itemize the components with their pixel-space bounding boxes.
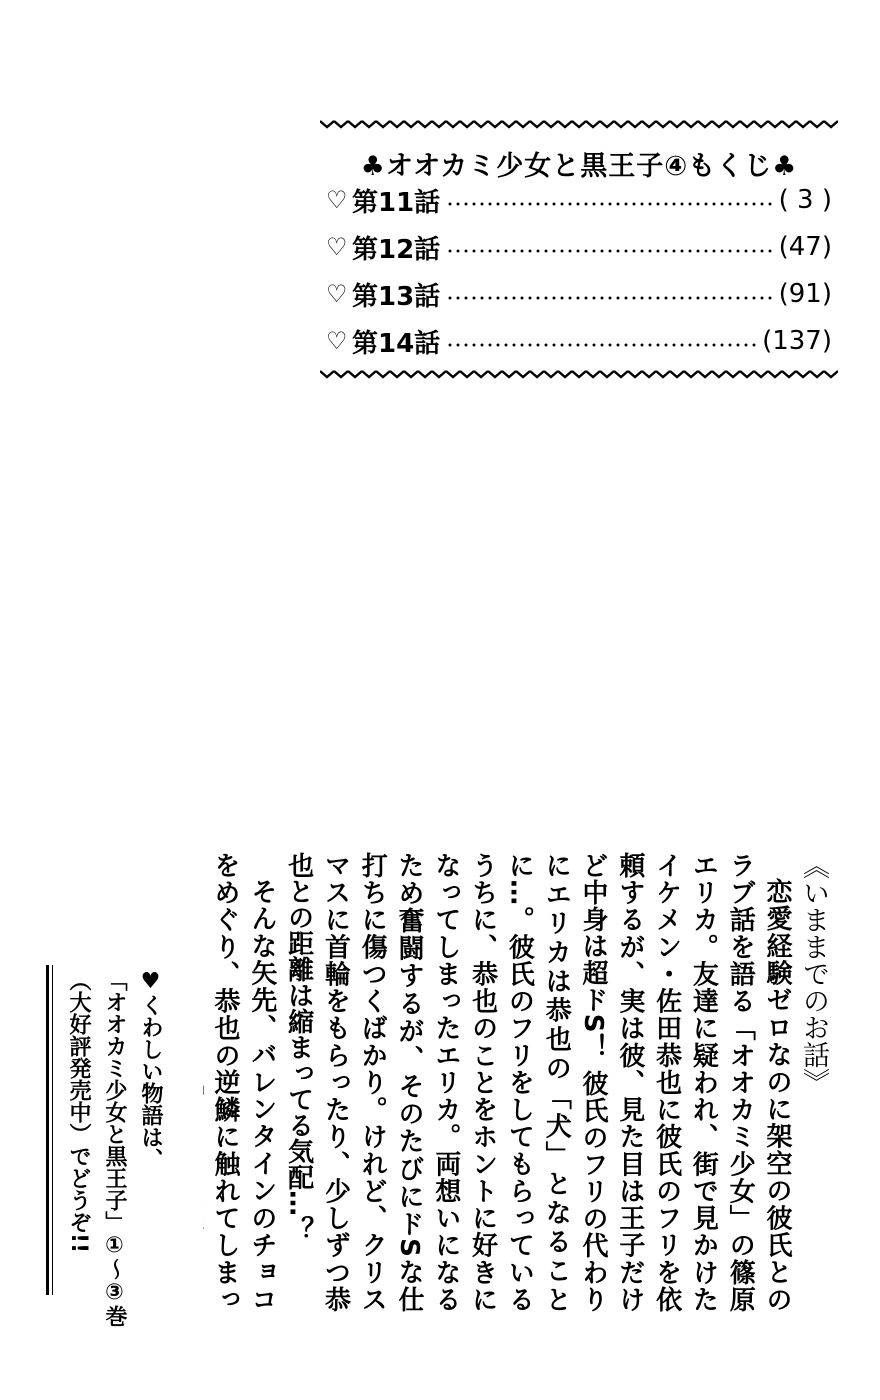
summary-paragraph: そんな矢先、バレンタインのチョコをめぐり、恭也の逆鱗に触れてしまっ [210,852,277,1312]
info-text [58,969,168,1327]
info-line: ♥くわしい物語は、 [138,969,163,1170]
story-summary [205,852,835,1320]
toc-entry[interactable] [326,182,832,218]
page-number: ( 3 ) [778,185,832,215]
heart-icon: ♡ [326,280,348,308]
summary-paragraph: 恋愛経験ゼロなのに架空の彼氏とのラブ話を語る「オオカミ少女」の篠原エリカ。友達に疑われ、街で見かけたイケメン・佐田恭也に彼氏のフリを依頼するが、実は彼、見た目は王子だけど中身は超ドS！ 彼氏のフリの代わりにエリカは恭也の「犬」となることに…。彼氏のフリをしてもらっているうちに、恭也のことをホントに好きになってしまったエリカ。両想いになるため奮闘するが、そのたびにドSな仕打ちに傷つくばかり。けれど、クリスマスに首輪をもらったり、少しずつ恭也との距離は縮まってる気配…？ [283,852,792,1312]
leader-dots [446,296,772,300]
leader-dots [446,202,772,206]
toc-title: ♣オオカミ少女と黒王子④もくじ♣ [360,151,798,182]
decorative-border-bottom [320,368,838,380]
leader-dots [446,343,756,347]
heart-icon: ♡ [326,186,348,214]
chapter-label: 第13話 [352,281,441,312]
heart-icon: ♡ [326,327,348,355]
decorative-border-top [320,118,838,130]
chapter-label: 第12話 [352,234,441,265]
summary-body [203,852,795,1312]
toc-entry[interactable] [326,323,832,359]
box-border [46,965,49,1295]
chapter-label: 第11話 [352,187,441,218]
more-info-box [46,965,168,1327]
table-of-contents [320,118,838,380]
page-number: (91) [778,279,832,309]
summary-title: 《いままでのお話》 [798,852,829,1095]
chapter-label: 第14話 [352,328,441,359]
page-number: (137) [762,326,832,356]
info-line: 「オオカミ少女と黒王子」①〜③巻 [102,969,127,1327]
info-line: （大好評発売中）でどうぞ!! [66,969,91,1254]
toc-entry[interactable] [326,229,832,265]
heart-icon: ♡ [326,233,348,261]
box-border-inner [52,965,53,1295]
toc-entry[interactable] [326,276,832,312]
page-number: (47) [778,232,832,262]
leader-dots [446,249,772,253]
